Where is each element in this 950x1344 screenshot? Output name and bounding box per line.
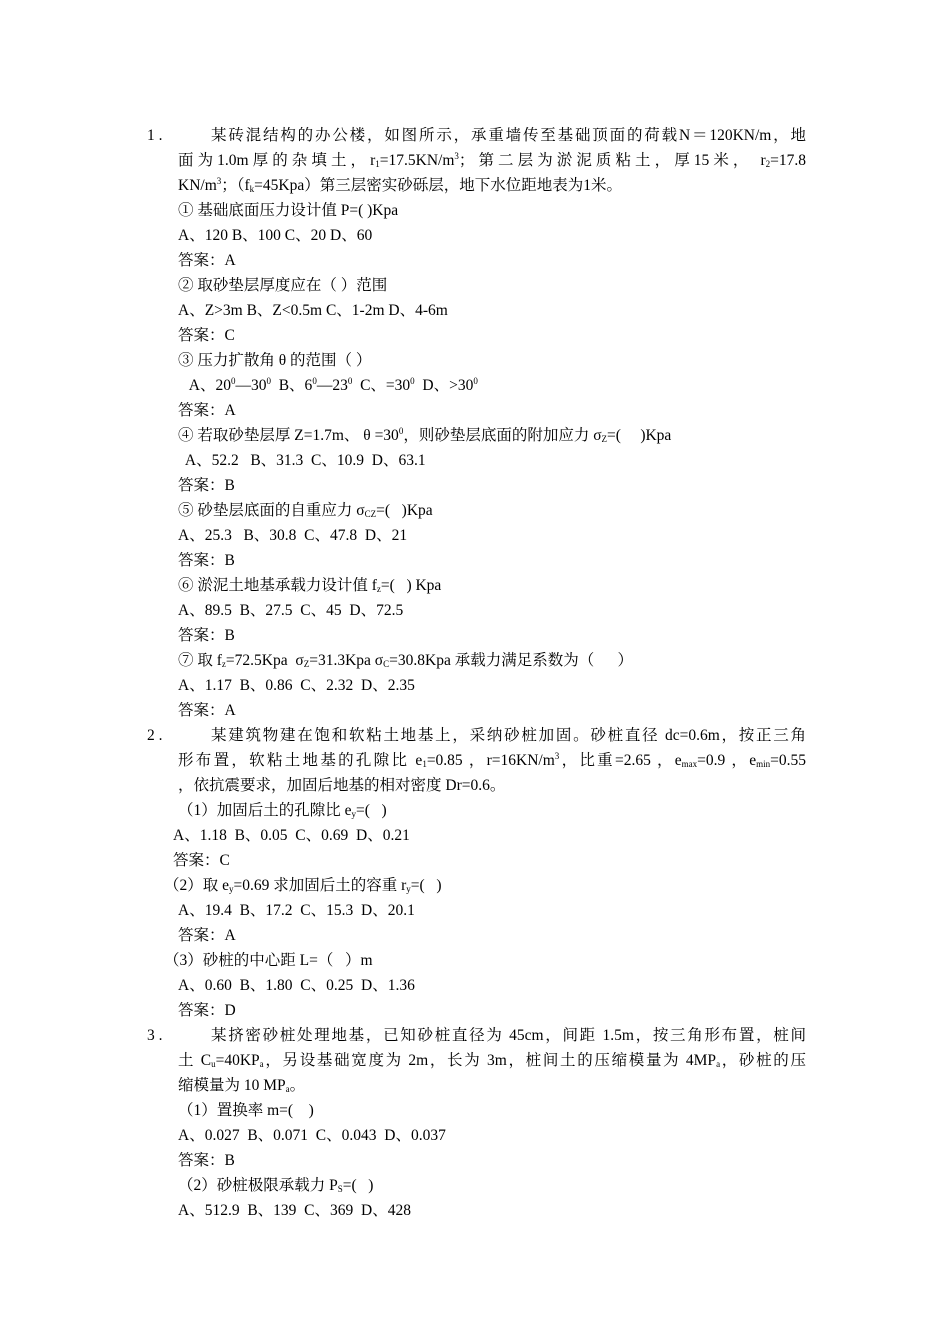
q1-sub5-options: A、25.3 B、30.8 C、47.8 D、21 bbox=[178, 527, 408, 544]
q1-sub3-options: A、$20^0—30^0$ B、$6^0—23^0$ C、$=30^0$ D、$>30^0$ bbox=[178, 376, 478, 394]
q2-sub3-answer: 答案：D bbox=[178, 1002, 236, 1019]
q1-number: 1 . bbox=[147, 127, 163, 144]
q1-sub5-answer: 答案：B bbox=[178, 552, 235, 569]
q1-sub7-options: A、1.17 B、0.86 C、2.32 D、2.35 bbox=[178, 677, 415, 694]
q3-sub1-options: A、0.027 B、0.071 C、0.043 D、0.037 bbox=[178, 1127, 446, 1144]
q1-stem-line3: $KN/m^3$；$(f_k=45Kpa)$第三层密实砂砾层，地下水位距地表为1米。 bbox=[178, 176, 622, 194]
q3-stem-line3: 缩模量为 10 $MP_a$。 bbox=[178, 1077, 306, 1094]
q1-sub2-answer: 答案：C bbox=[178, 327, 235, 344]
q1-sub1-answer: 答案：A bbox=[178, 252, 236, 269]
q3-stem-line1: 某挤密砂桩处理地基，已知砂桩直径为 45cm，间距 1.5m，按三角形布置，桩间 bbox=[211, 1027, 806, 1044]
q2-sub3-question: （3）砂桩的中心距 L=（ ）m bbox=[164, 952, 373, 969]
q1-sub2-question: ② 取砂垫层厚度应在（ ）范围 bbox=[178, 277, 388, 294]
q1-sub7-answer: 答案：A bbox=[178, 702, 236, 719]
q2-sub2-question: （2）取 $e_y=0.69$ 求加固后土的容重 $r_y=$( ) bbox=[164, 877, 442, 894]
q1-sub4-answer: 答案：B bbox=[178, 477, 235, 494]
q1-sub5-question: ⑤ 砂垫层底面的自重应力 $\sigma_{CZ}=$( )Kpa bbox=[178, 502, 433, 519]
q2-stem-line3: ，依抗震要求，加固后地基的相对密度 Dr=0.6。 bbox=[178, 777, 506, 794]
q2-sub1-options: A、1.18 B、0.05 C、0.69 D、0.21 bbox=[173, 827, 410, 844]
q1-sub7-question: ⑦ 取 $f_z=72.5Kpa$ $\sigma_Z=31.3Kpa$ $\sigma_C=30.8Kpa$ 承载力满足系数为（ ） bbox=[178, 652, 633, 669]
q1-sub1-question: ① 基础底面压力设计值 P=( )Kpa bbox=[178, 202, 399, 219]
q1-sub6-options: A、89.5 B、27.5 C、45 D、72.5 bbox=[178, 602, 404, 619]
q2-sub3-options: A、0.60 B、1.80 C、0.25 D、1.36 bbox=[178, 977, 415, 994]
q3-sub2-options: A、512.9 B、139 C、369 D、428 bbox=[178, 1202, 411, 1219]
q1-sub3-question: ③ 压力扩散角 θ 的范围（ ） bbox=[178, 352, 372, 369]
q1-stem-line1: 某砖混结构的办公楼，如图所示，承重墙传至基础顶面的荷载N＝120KN/m，地 bbox=[211, 127, 806, 144]
q2-stem-line2: 形布置，软粘土地基的孔隙比 $e_1=0.85$ ，$r=16KN/m^3$，比重=2.65 ，$e_{max}=0.9$ ，$e_{min}=0.55$ bbox=[178, 751, 806, 769]
q2-stem-line1: 某建筑物建在饱和软粘土地基上，采纳砂桩加固。砂桩直径 dc=0.6m，按正三角 bbox=[211, 727, 806, 744]
q3-sub2-question: （2）砂桩极限承载力 $P_S=$( ) bbox=[178, 1177, 374, 1194]
q1-stem-line2: 面为1.0m厚的杂填土，$r_1=17.5KN/m^3$；第二层为淤泥质粘土，厚15米， $r_2=17.8$ bbox=[178, 151, 806, 169]
q2-sub1-answer: 答案：C bbox=[173, 852, 230, 869]
q3-sub1-answer: 答案：B bbox=[178, 1152, 235, 1169]
q3-number: 3 . bbox=[147, 1027, 163, 1044]
q2-number: 2 . bbox=[147, 727, 163, 744]
q1-sub6-answer: 答案：B bbox=[178, 627, 235, 644]
q1-sub6-question: ⑥ 淤泥土地基承载力设计值 $f_z=$( ) Kpa bbox=[178, 577, 442, 594]
q1-sub2-options: A、Z>3m B、Z<0.5m C、1-2m D、4-6m bbox=[178, 302, 448, 319]
q3-stem-line2: 土 $C_u=40KP_a$，另设基础宽度为 2m，长为 3m，桩间土的压缩模量为 $4MP_a$，砂桩的压 bbox=[178, 1052, 806, 1069]
q3-sub1-question: （1）置换率 m=( ) bbox=[178, 1102, 314, 1119]
q1-sub3-answer: 答案：A bbox=[178, 402, 236, 419]
q1-sub4-options: A、52.2 B、31.3 C、10.9 D、63.1 bbox=[178, 452, 426, 469]
q2-sub2-answer: 答案：A bbox=[178, 927, 236, 944]
q2-sub1-question: （1）加固后土的孔隙比 $e_y=$( ) bbox=[178, 802, 387, 819]
q1-sub4-question: ④ 若取砂垫层厚 Z=1.7m、 $\theta =30^0$，则砂垫层底面的附加应力 $\sigma_Z=$( )Kpa bbox=[178, 426, 672, 444]
q2-sub2-options: A、19.4 B、17.2 C、15.3 D、20.1 bbox=[178, 902, 415, 919]
q1-sub1-options: A、120 B、100 C、20 D、60 bbox=[178, 227, 373, 244]
